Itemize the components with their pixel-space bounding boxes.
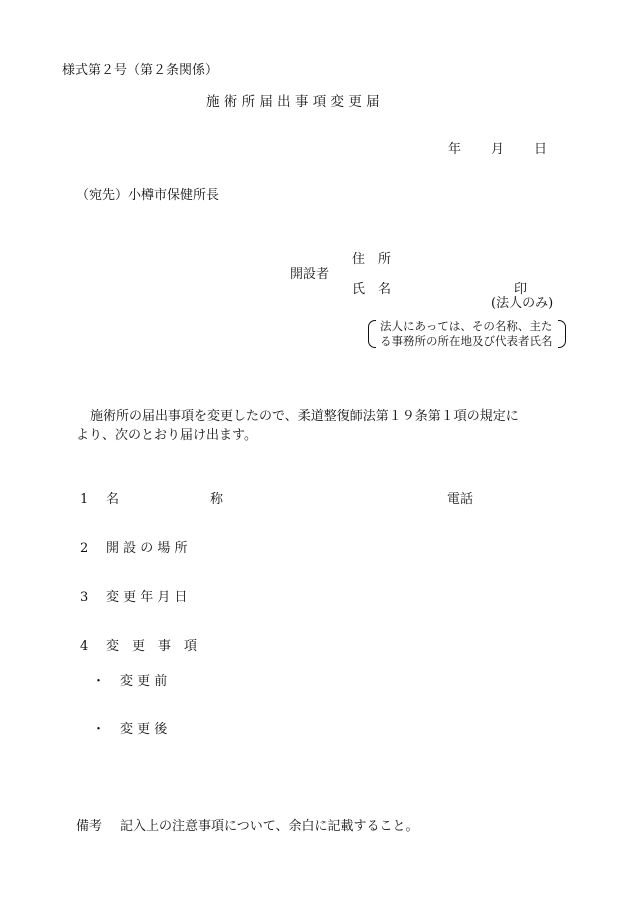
corp-note-right-bracket bbox=[558, 320, 566, 348]
date-month-label: 月 bbox=[491, 142, 505, 157]
item-1-label: 名 称 bbox=[106, 492, 224, 507]
item-4-number: 4 bbox=[80, 639, 89, 654]
sub-item-after-bullet: ・ bbox=[92, 722, 106, 737]
form-number: 様式第２号（第２条関係） bbox=[62, 63, 219, 78]
founder-label: 開設者 bbox=[290, 267, 330, 282]
sub-item-before-label: 変 更 前 bbox=[120, 674, 168, 689]
remarks-text: 記入上の注意事項について、余白に記載すること。 bbox=[120, 819, 419, 834]
item-4-label: 変 更 事 項 bbox=[106, 639, 198, 654]
addressee: （宛先）小樽市保健所長 bbox=[76, 188, 220, 203]
item-1-number: 1 bbox=[80, 492, 89, 507]
document-title: 施 術 所 届 出 事 項 変 更 届 bbox=[206, 94, 380, 110]
seal-note: (法人のみ) bbox=[491, 296, 554, 311]
body-line-2: より、次のとおり届け出ます。 bbox=[76, 428, 257, 443]
item-2-number: 2 bbox=[80, 541, 89, 556]
date-year-label: 年 bbox=[448, 142, 462, 157]
corp-note-line2: る事務所の所在地及び代表者氏名 bbox=[380, 334, 553, 348]
sub-item-after-label: 変 更 後 bbox=[120, 722, 168, 737]
item-2-label: 開 設 の 場 所 bbox=[106, 541, 188, 556]
item-1-phone-label: 電話 bbox=[447, 492, 474, 507]
item-3-label: 変 更 年 月 日 bbox=[106, 590, 188, 605]
address-label: 住 所 bbox=[352, 252, 392, 267]
date-day-label: 日 bbox=[534, 142, 548, 157]
sub-item-before-bullet: ・ bbox=[92, 674, 106, 689]
name-label: 氏 名 bbox=[352, 282, 392, 297]
remarks-label: 備考 bbox=[76, 819, 103, 834]
seal-mark: 印 bbox=[514, 282, 528, 297]
corp-note-line1: 法人にあっては、その名称、主た bbox=[380, 319, 553, 333]
body-line-1: 施術所の届出事項を変更したので、柔道整復師法第１９条第１項の規定に bbox=[90, 409, 519, 424]
item-3-number: 3 bbox=[80, 590, 89, 605]
corp-note-left-bracket bbox=[368, 320, 376, 348]
